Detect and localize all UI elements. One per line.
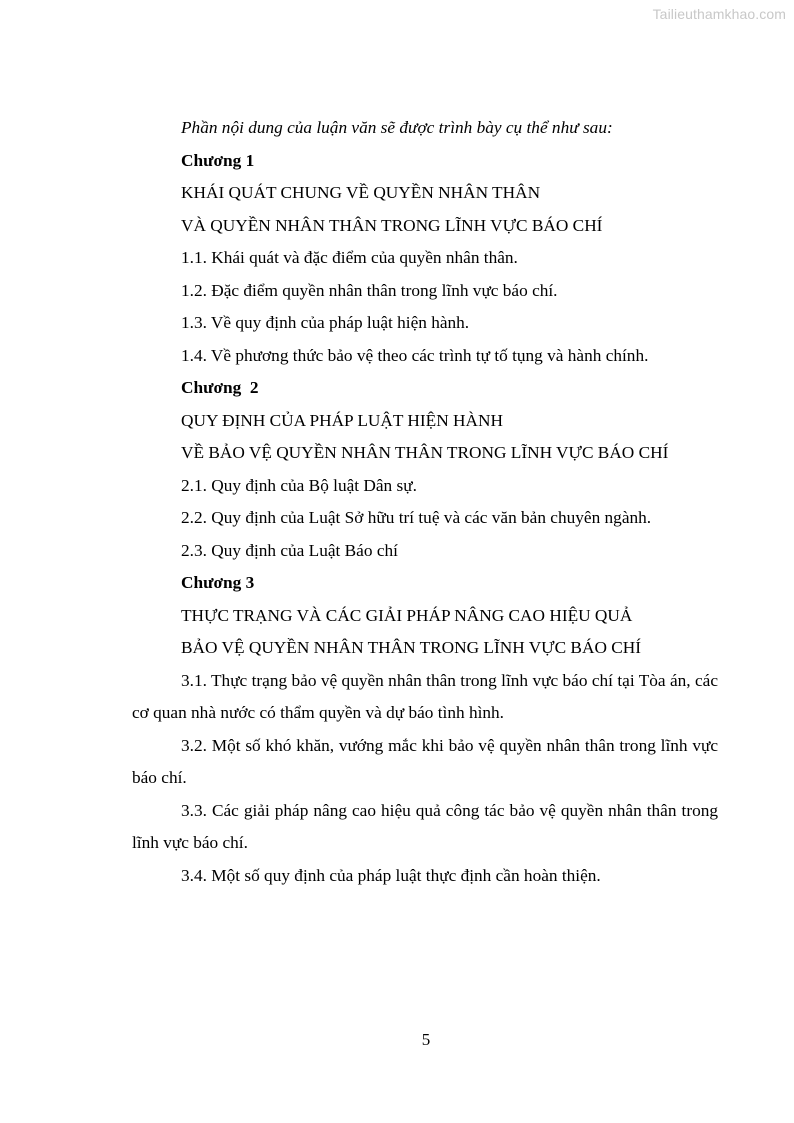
intro-text: Phần nội dung của luận văn sẽ được trình bày cụ thể như sau: [181, 118, 613, 137]
chapter-1-item-2: 1.2. Đặc điểm quyền nhân thân trong lĩnh vực báo chí. [181, 280, 558, 300]
chapter-1-label: Chương 1 [181, 150, 255, 170]
chapter-1-item-1: 1.1. Khái quát và đặc điểm của quyền nhân thân. [181, 248, 518, 267]
chapter-2-item-1: 2.1. Quy định của Bộ luật Dân sự. [181, 475, 417, 495]
chapter-2-item-2: 2.2. Quy định của Luật Sở hữu trí tuệ và các văn bản chuyên ngành. [181, 508, 652, 527]
watermark: Tailieuthamkhao.com [652, 6, 786, 22]
chapter-3-item-4: 3.4. Một số quy định của pháp luật thực định cần hoàn thiện. [181, 865, 601, 885]
chapter-1-title-line-2: VÀ QUYỀN NHÂN THÂN TRONG LĨNH VỰC BÁO CHÍ [181, 215, 603, 235]
chapter-2-title-line-1: QUY ĐỊNH CỦA PHÁP LUẬT HIỆN HÀNH [181, 410, 503, 430]
chapter-2-item-3: 2.3. Quy định của Luật Báo chí [181, 540, 398, 560]
chapter-1-item-4: 1.4. Về phương thức bảo vệ theo các trình tự tố tụng và hành chính. [181, 345, 649, 365]
chapter-3-item-3: 3.3. Các giải pháp nâng cao hiệu quả công tác bảo vệ quyền nhân thân trong lĩnh vực báo chí. [132, 800, 718, 852]
chapter-3-label: Chương 3 [181, 573, 255, 592]
chapter-3-title-line-2: BẢO VỆ QUYỀN NHÂN THÂN TRONG LĨNH VỰC BÁO CHÍ [181, 638, 642, 657]
chapter-2-title-line-2: VỀ BẢO VỆ QUYỀN NHÂN THÂN TRONG LĨNH VỰC BÁO CHÍ [181, 443, 669, 462]
chapter-1-title-line-1: KHÁI QUÁT CHUNG VỀ QUYỀN NHÂN THÂN [181, 183, 541, 202]
chapter-3-title-line-1: THỰC TRẠNG VÀ CÁC GIẢI PHÁP NÂNG CAO HIỆU QUẢ [181, 605, 633, 625]
chapter-1-item-3: 1.3. Về quy định của pháp luật hiện hành. [181, 313, 470, 332]
chapter-3-item-1: 3.1. Thực trạng bảo vệ quyền nhân thân trong lĩnh vực báo chí tại Tòa án, các cơ quan nhà nước có thẩm quyền và dự báo tình hình. [132, 670, 718, 722]
document-body [132, 112, 718, 892]
page-number: 5 [421, 1030, 431, 1049]
chapter-2-label: Chương 2 [181, 378, 259, 397]
chapter-3-item-2: 3.2. Một số khó khăn, vướng mắc khi bảo vệ quyền nhân thân trong lĩnh vực báo chí. [132, 735, 718, 787]
